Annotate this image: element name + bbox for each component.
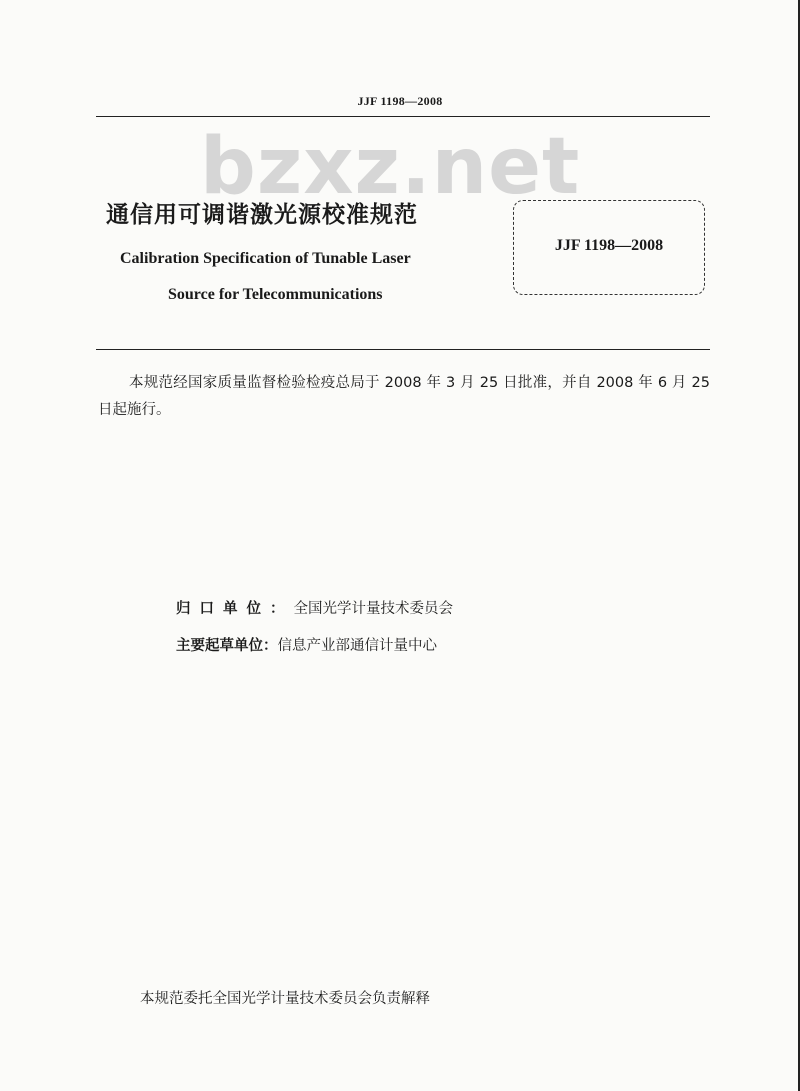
drafting-unit-row (176, 634, 437, 655)
header-rule (96, 116, 710, 117)
interpretation-note: 本规范委托全国光学计量技术委员会负责解释 (140, 991, 430, 1007)
spec-code: JJF 1198—2008 (554, 237, 664, 254)
running-header-code: JJF 1198—2008 (357, 94, 443, 108)
title-chinese: 通信用可调谐激光源校准规范 (106, 202, 418, 228)
responsible-unit-row (176, 597, 453, 618)
approval-statement: 本规范经国家质量监督检验检疫总局于 2008 年 3 月 25 日批准，并自 2008 年 6 月 25 日起施行。 (98, 375, 710, 418)
responsible-unit-label: 归口单位： (176, 601, 294, 617)
title-english-line2: Source for Telecommunications (168, 286, 383, 303)
watermark: bzxz.net (200, 122, 581, 212)
title-english-line1: Calibration Specification of Tunable Laser (120, 250, 411, 267)
spec-code-box (513, 200, 705, 295)
responsible-unit-value: 全国光学计量技术委员会 (293, 601, 453, 617)
drafting-unit-value: 信息产业部通信计量中心 (277, 638, 437, 654)
title-rule (96, 349, 710, 350)
drafting-unit-label: 主要起草单位： (176, 638, 278, 654)
